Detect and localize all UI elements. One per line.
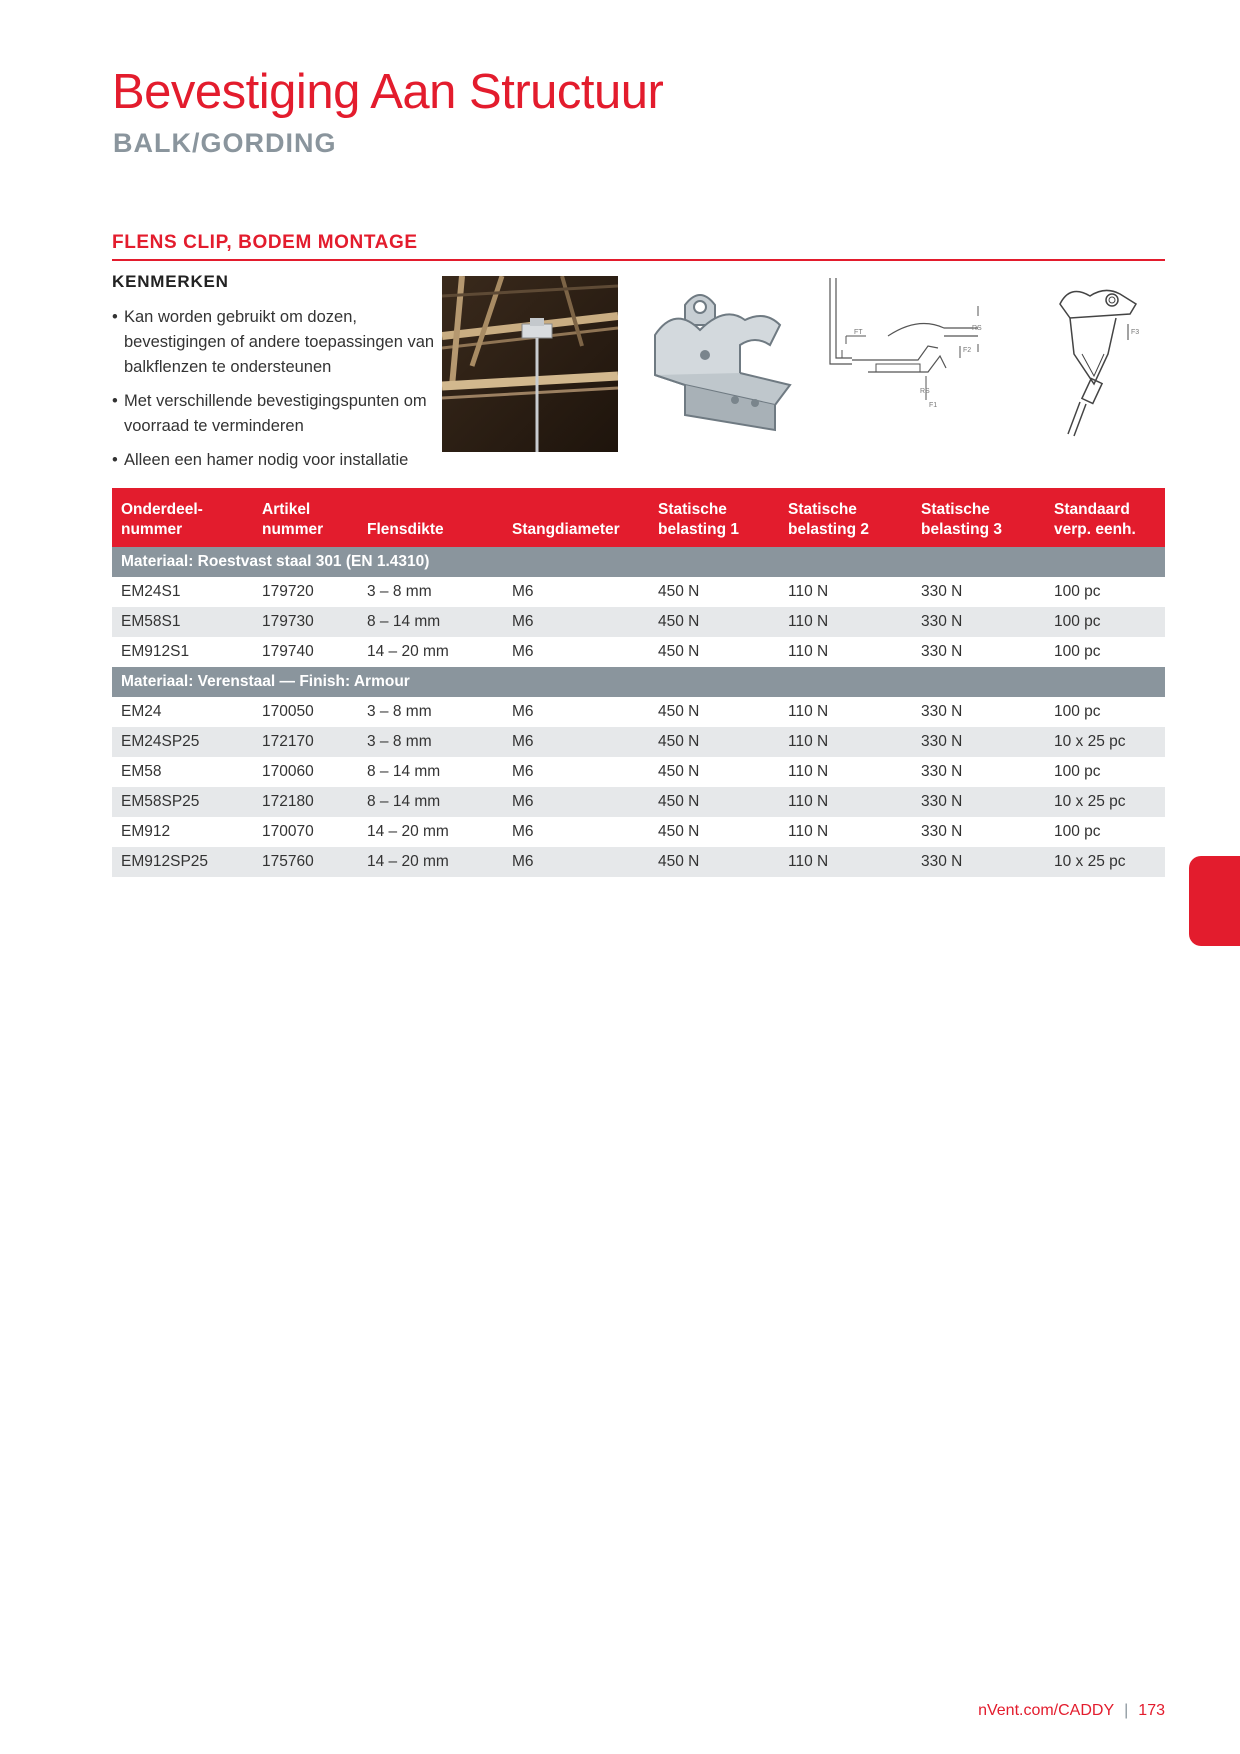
table-cell: 450 N [658,643,700,660]
table-row [112,727,1165,757]
table-row [112,787,1165,817]
col-header-artikelnummer: Artikel nummer [253,488,358,547]
table-row [112,697,1165,727]
table-cell: EM58S1 [112,607,253,637]
feature-text: Kan worden gebruikt om dozen, bevestigingen of andere toepassingen van balkflenzen te ondersteunen [124,308,435,376]
label-ft: FT [854,329,863,336]
table-cell: EM58SP25 [112,787,253,817]
table-cell: M6 [512,583,534,600]
table-cell: 110 N [779,847,912,877]
table-cell: 8 – 14 mm [358,607,503,637]
table-group-row [112,547,1165,577]
col-header-stangdiameter: Stangdiameter [503,488,649,547]
table-cell: EM58 [121,763,162,780]
bullet-icon: • [112,392,118,410]
table-cell: 330 N [912,847,1045,877]
page-subtitle: BALK/GORDING [113,128,337,158]
table-cell: 3 – 8 mm [358,727,503,757]
table-cell: 172170 [253,727,358,757]
table-cell: 170060 [262,763,314,780]
table-cell: 330 N [912,727,1045,757]
table-cell: 110 N [779,607,912,637]
col-header-belasting-3: Statische belasting 3 [912,488,1045,547]
table-cell: 10 x 25 pc [1045,787,1165,817]
table-cell: M6 [512,763,534,780]
col-header-flensdikte: Flensdikte [358,488,503,547]
installation-photo [442,276,618,452]
material-group-label: Materiaal: Roestvast staal 301 (EN 1.4310) [112,547,1165,577]
table-group-row [112,667,1165,697]
col-header-belasting-2: Statische belasting 2 [779,488,912,547]
label-rs-bottom: RS [920,388,930,395]
table-cell: 330 N [921,763,963,780]
footer-separator: | [1124,1702,1129,1719]
page-footer [978,1702,1165,1720]
table-cell: 450 N [658,823,700,840]
table-cell: 450 N [649,727,779,757]
material-group-label: Materiaal: Verenstaal — Finish: Armour [112,667,1165,697]
table-cell: 100 pc [1054,703,1101,720]
page-number: 173 [1138,1702,1165,1719]
table-row [112,847,1165,877]
table-cell: 3 – 8 mm [367,583,432,600]
section-divider [112,259,1165,261]
table-cell: 330 N [921,583,963,600]
hanger-rod-icon [1050,284,1140,444]
table-row [112,607,1165,637]
table-cell: EM24 [121,703,162,720]
table-cell: 179720 [262,583,314,600]
table-cell: 450 N [658,763,700,780]
table-cell: 450 N [658,583,700,600]
table-cell: 10 x 25 pc [1045,727,1165,757]
table-cell: 10 x 25 pc [1045,847,1165,877]
table-cell: 110 N [788,703,829,720]
table-cell: EM912S1 [121,643,190,660]
col-header-belasting-1: Statische belasting 1 [649,488,779,547]
col-header-onderdeelnummer: Onderdeel- nummer [112,488,253,547]
feature-item [112,448,442,473]
table-cell: 100 pc [1054,763,1101,780]
table-cell: 450 N [649,847,779,877]
table-cell: 450 N [649,607,779,637]
feature-text: Met verschillende bevestigingspunten om voorraad te verminderen [124,392,427,435]
bullet-icon: • [112,308,118,326]
table-cell: M6 [512,823,534,840]
table-cell: 330 N [921,823,963,840]
table-cell: 110 N [788,823,829,840]
table-cell: 14 – 20 mm [367,823,449,840]
table-cell: M6 [503,847,649,877]
label-f3: F3 [1131,329,1140,336]
page-title: Bevestiging Aan Structuur [112,65,664,119]
table-cell: 172180 [253,787,358,817]
footer-url[interactable]: nVent.com/CADDY [978,1702,1115,1719]
table-cell: 175760 [253,847,358,877]
table-cell: 14 – 20 mm [367,643,449,660]
label-f1: F1 [929,402,938,409]
table-row [112,637,1165,667]
features-list [112,305,442,482]
table-cell: 179740 [262,643,314,660]
table-cell: 110 N [788,583,829,600]
table-cell: EM24SP25 [112,727,253,757]
table-cell: 100 pc [1054,583,1101,600]
table-cell: 330 N [921,643,963,660]
table-row [112,757,1165,787]
table-cell: 170050 [262,703,314,720]
feature-item [112,305,442,380]
table-cell: 450 N [649,787,779,817]
feature-item [112,389,442,439]
table-cell: M6 [503,607,649,637]
load-diagram [828,276,994,416]
table-cell: M6 [503,727,649,757]
section-title: FLENS CLIP, BODEM MONTAGE [112,232,418,253]
table-header-row [112,488,1165,547]
table-cell: 179730 [253,607,358,637]
table-cell: 100 pc [1054,643,1101,660]
table-cell: 8 – 14 mm [367,763,441,780]
section-tab-marker [1189,856,1240,946]
table-cell: EM912SP25 [112,847,253,877]
table-row [112,577,1165,607]
spec-table [112,488,1165,877]
table-cell: 8 – 14 mm [358,787,503,817]
table-cell: 110 N [779,787,912,817]
table-cell: M6 [512,703,534,720]
table-cell: 110 N [788,643,829,660]
col-header-verpakking: Standaard verp. eenh. [1045,488,1165,547]
table-cell: EM912 [121,823,171,840]
table-cell: 330 N [912,607,1045,637]
table-row [112,817,1165,847]
table-cell: EM24S1 [121,583,181,600]
bullet-icon: • [112,451,118,469]
table-cell: 100 pc [1045,607,1165,637]
label-rs-top: RS [972,325,982,332]
features-title: KENMERKEN [112,272,229,291]
table-cell: 110 N [779,727,912,757]
flange-clip-icon [645,285,795,435]
table-cell: 100 pc [1054,823,1101,840]
table-cell: 330 N [921,703,963,720]
table-cell: 110 N [788,763,829,780]
table-cell: 330 N [912,787,1045,817]
table-cell: M6 [503,787,649,817]
table-cell: 170070 [262,823,314,840]
table-cell: 450 N [658,703,700,720]
feature-text: Alleen een hamer nodig voor installatie [124,451,409,469]
table-cell: 3 – 8 mm [367,703,432,720]
label-f2: F2 [963,347,972,354]
table-cell: M6 [512,643,534,660]
table-cell: 14 – 20 mm [358,847,503,877]
